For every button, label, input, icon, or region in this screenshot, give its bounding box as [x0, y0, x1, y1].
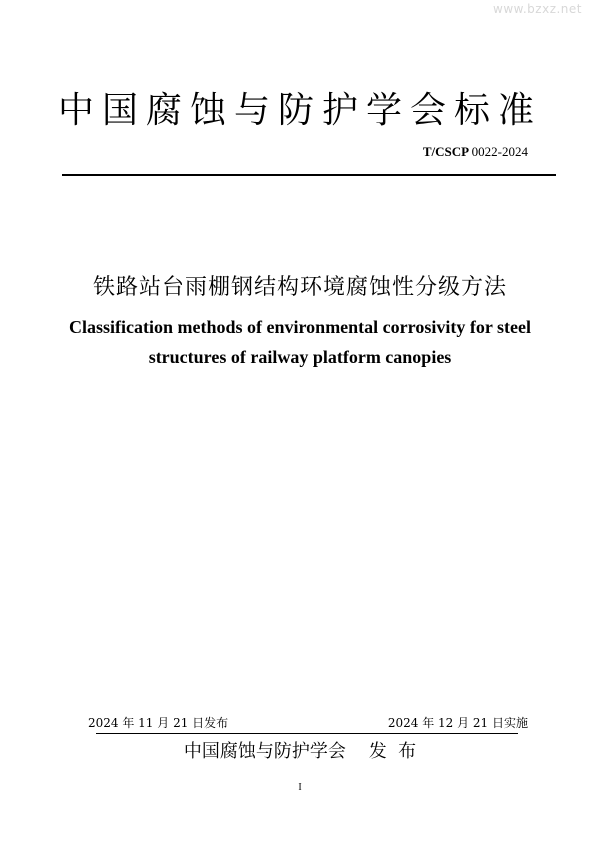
- publish-action: 发 布: [368, 741, 417, 762]
- header-divider: [62, 174, 556, 176]
- english-title: [0, 312, 600, 372]
- chinese-title: 铁路站台雨棚钢结构环境腐蚀性分级方法: [92, 275, 507, 300]
- publisher-line: [0, 737, 600, 763]
- implementation-date: 2024 年 12 月 21 日实施: [387, 716, 528, 730]
- standard-number: [423, 144, 528, 160]
- issue-date: 2024 年 11 月 21 日发布: [88, 716, 229, 730]
- footer-divider: [96, 733, 518, 734]
- standard-code-prefix: T/CSCP: [422, 144, 469, 159]
- watermark-text: www.bzxz.net: [493, 2, 582, 16]
- english-title-line-2: structures of railway platform canopies: [148, 347, 452, 367]
- publisher-name: 中国腐蚀与防护学会: [183, 741, 346, 762]
- org-standard-title: 中国腐蚀与防护学会标准: [57, 90, 542, 131]
- standard-code-number: 0022-2024: [471, 144, 528, 159]
- page-number: I: [298, 782, 302, 793]
- english-title-line-1: Classification methods of environmental corrosivity for steel: [69, 317, 531, 337]
